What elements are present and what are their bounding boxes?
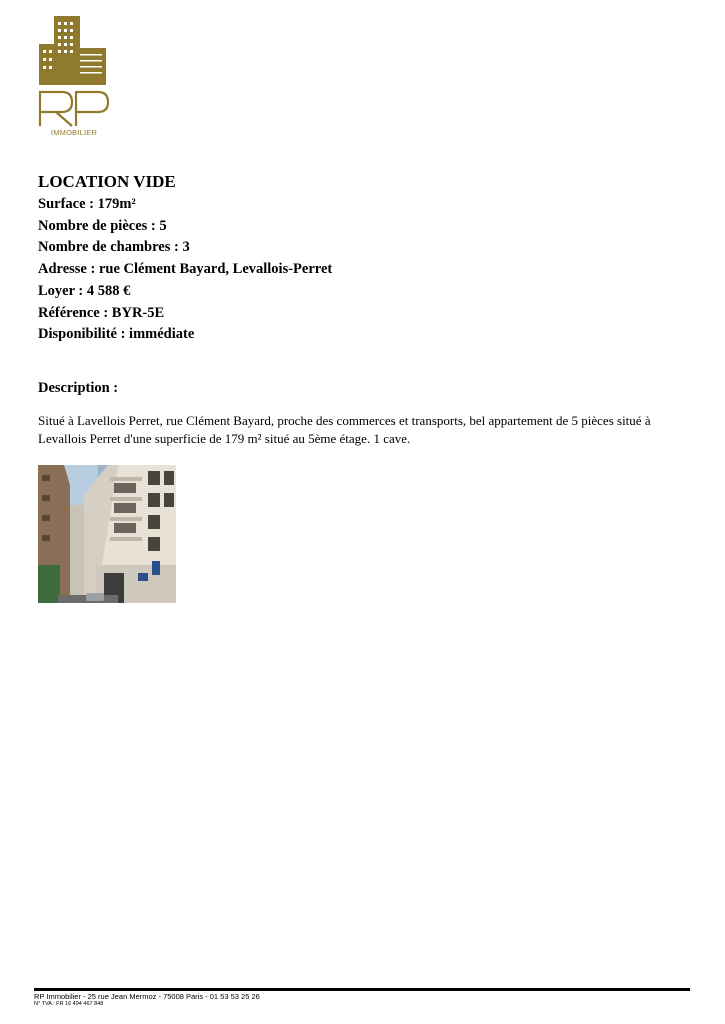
- fact-rooms: Nombre de pièces : 5: [38, 217, 167, 234]
- fact-rent: Loyer : 4 588 €: [38, 282, 131, 299]
- description-heading: Description :: [38, 380, 119, 396]
- footer-vat: N° TVA : FR 16 494 467 848: [34, 1001, 104, 1007]
- listing-facts: [38, 194, 332, 346]
- buildings-logo-icon: [36, 14, 112, 140]
- logo-text: IMMOBILIER: [50, 128, 98, 137]
- fact-bedrooms: Nombre de chambres : 3: [38, 239, 190, 256]
- listing-title: LOCATION VIDE: [38, 172, 176, 191]
- footer-address: RP Immobilier - 25 rue Jean Mermoz - 75008 Paris - 01 53 53 25 26: [34, 992, 260, 1001]
- company-logo: [36, 14, 112, 140]
- property-photo: [38, 465, 176, 603]
- footer-divider: [34, 988, 690, 991]
- fact-availability: Disponibilité : immédiate: [38, 326, 195, 343]
- fact-surface: Surface : 179m²: [38, 196, 136, 212]
- description-text: Situé à Lavellois Perret, rue Clément Bayard, proche des commerces et transports, bel appartement de 5 pièces situé à Levallois Perret d'une superficie de 179 m² situé au 5ème étage. 1 cave.: [38, 413, 651, 446]
- fact-reference: Référence : BYR-5E: [38, 304, 165, 321]
- street-building-image: [38, 465, 176, 603]
- fact-address: Adresse : rue Clément Bayard, Levallois-Perret: [38, 261, 333, 278]
